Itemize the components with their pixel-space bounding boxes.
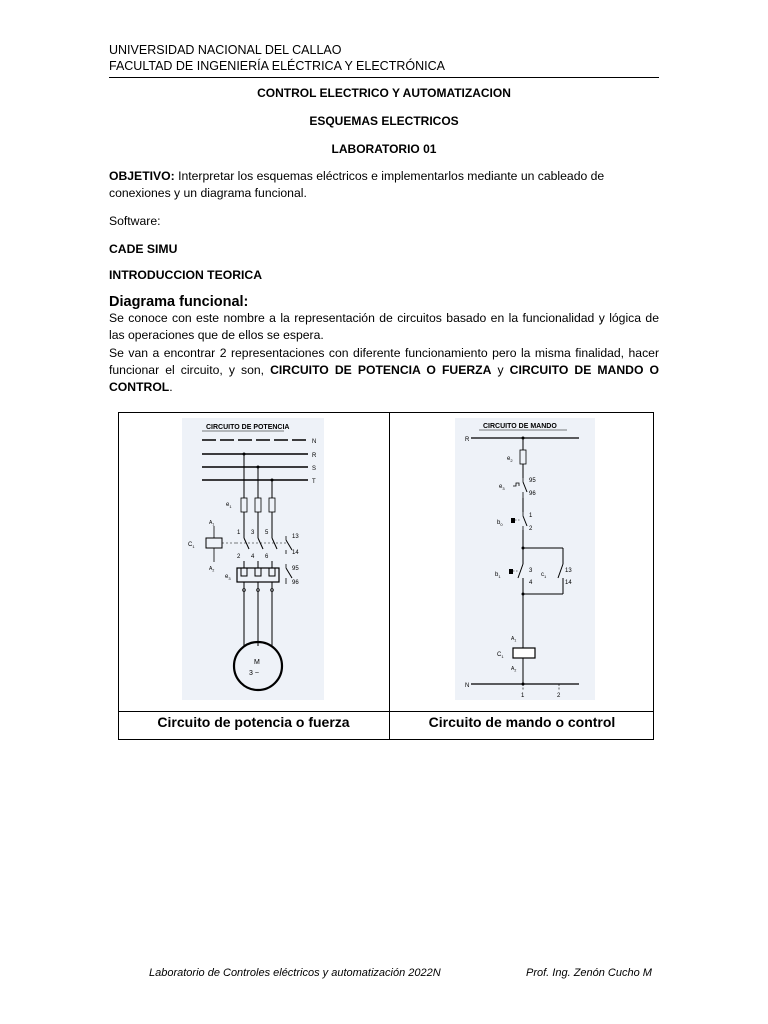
figure-column-divider [389, 412, 390, 740]
svg-text:96: 96 [292, 580, 299, 586]
topic-title: ESQUEMAS ELECTRICOS [309, 114, 459, 128]
university-name: UNIVERSIDAD NACIONAL DEL CALLAO [109, 43, 342, 57]
svg-text:M: M [254, 659, 260, 666]
svg-text:3: 3 [251, 530, 255, 536]
power-circuit-term: CIRCUITO DE POTENCIA O FUERZA [270, 363, 492, 377]
caption-control-circuit: Circuito de mando o control [428, 714, 616, 730]
coil-label: $C_1$ [188, 542, 195, 549]
svg-text:3 ~: 3 ~ [249, 670, 259, 677]
paragraph-text-c: . [169, 380, 173, 394]
bus-label-n: N [312, 439, 317, 445]
svg-text:N: N [465, 683, 470, 689]
paragraph-representations [109, 345, 659, 396]
lab-title: LABORATORIO 01 [331, 142, 437, 156]
power-circuit-title: CIRCUITO DE POTENCIA [206, 424, 290, 431]
svg-text:4: 4 [251, 554, 255, 560]
svg-text:95: 95 [529, 478, 536, 484]
svg-text:96: 96 [529, 491, 536, 497]
svg-text:A1: $A_1$ [209, 520, 215, 527]
svg-text:2: 2 [237, 554, 241, 560]
footer-course: Laboratorio de Controles eléctricos y automatización 2022N [149, 967, 441, 979]
control-circuit-diagram [455, 418, 595, 700]
svg-text:5: 5 [265, 530, 269, 536]
software-name: CADE SIMU [109, 242, 178, 256]
svg-text:e2: $e_2$ [507, 456, 513, 463]
svg-text:14: 14 [292, 550, 299, 556]
control-coil [513, 648, 535, 658]
svg-text:13: 13 [292, 534, 299, 540]
figure-caption-divider [118, 711, 654, 712]
svg-text:e3: $e_3$ [499, 484, 505, 491]
paragraph-text-a: Se van a encontrar 2 representaciones con diferente funcionamiento pero la misma finalidad, hacer funcionar el circuito, y son, [109, 346, 659, 377]
svg-text:1: 1 [529, 513, 533, 519]
svg-text:13: 13 [565, 568, 572, 574]
control-circuit-title: CIRCUITO DE MANDO [483, 423, 557, 430]
svg-text:1: 1 [521, 693, 525, 699]
control-circuit-term: CIRCUITO DE MANDO O CONTROL [109, 363, 659, 394]
svg-text:A2: $A_2$ [209, 566, 215, 573]
bus-label-s: S [312, 466, 317, 472]
svg-text:2: 2 [557, 693, 561, 699]
svg-text:C1: $C_1$ [497, 652, 504, 659]
svg-text:3: 3 [529, 568, 533, 574]
diagram-heading: Diagrama funcional: [109, 294, 249, 310]
header-rule [109, 77, 659, 78]
svg-text:14: 14 [565, 580, 572, 586]
footer-professor: Prof. Ing. Zenón Cucho M [526, 967, 652, 979]
paragraph-text-b: y [491, 363, 510, 377]
svg-text:4: 4 [529, 580, 533, 586]
objective-paragraph [109, 168, 659, 202]
power-circuit-diagram [182, 418, 324, 700]
faculty-name: FACULTAD DE INGENIERÍA ELÉCTRICA Y ELECTRÓNICA [109, 58, 445, 73]
software-label: Software: [109, 214, 161, 228]
caption-power-circuit: Circuito de potencia o fuerza [157, 714, 350, 730]
fuse-label: $e_1$ [226, 502, 232, 509]
paragraph-definition: Se conoce con este nombre a la representación de circuitos basado en la funcionalidad y lógica de las operaciones que de ellos se espera. [109, 311, 659, 342]
svg-text:A2: $A_2$ [511, 666, 517, 673]
svg-text:c1: $c_1$ [541, 572, 547, 579]
svg-text:R: R [465, 437, 470, 443]
objective-label: OBJETIVO: [109, 169, 175, 183]
course-title: CONTROL ELECTRICO Y AUTOMATIZACION [257, 86, 511, 100]
bus-label-t: T [312, 479, 316, 485]
svg-text:b1: $b_1$ [495, 572, 501, 579]
svg-text:A1: $A_1$ [511, 636, 517, 643]
document-header [109, 43, 659, 74]
bus-label-r: R [312, 453, 317, 459]
svg-text:95: 95 [292, 566, 299, 572]
svg-text:6: 6 [265, 554, 269, 560]
relay-label: $e_3$ [225, 574, 231, 581]
objective-text: Interpretar los esquemas eléctricos e implementarlos mediante un cableado de conexiones y un diagrama funcional. [109, 169, 605, 200]
intro-heading: INTRODUCCION TEORICA [109, 268, 263, 282]
svg-text:b0: $b_0$ [497, 520, 503, 527]
svg-text:2: 2 [529, 526, 533, 532]
svg-text:1: 1 [237, 530, 241, 536]
